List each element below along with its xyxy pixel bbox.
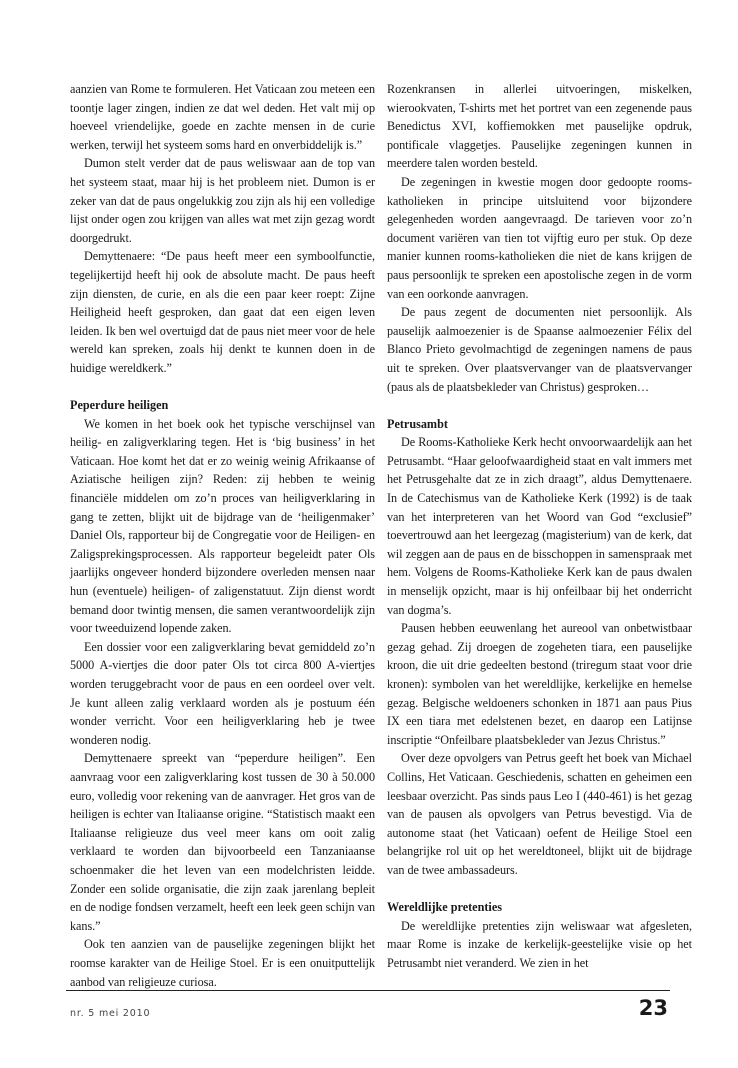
body-paragraph: We komen in het boek ook het typische verschijnsel van heilig- en zaligverklaring tegen. Het is ‘big business’ in het Vaticaan. Hoe komt het dat er zo weinig weinig Afrikaanse of Aziatische heiligen zijn? Reden: zij hebben te weinig financiële middelen om zo’n proces van heiligverklaring in gang te zetten, blijkt uit de bijdrage van de ‘heiligenmaker’ Daniel Ols, rapporteur bij de Congregatie voor de Heiligen- en Zaligsprekingsprocessen. Als rapporteur begeleidt pater Ols jaarlijks ongeveer honderd bijzondere overleden mensen naar hun (eventuele) heiligen- of zaligenstatuut. Zijn dienst wordt bemand door twintig mensen, die samen verantwoordelijk zijn voor tweeduizend lopende zaken. (70, 416, 375, 636)
body-paragraph: Rozenkransen in allerlei uitvoeringen, miskelken, wierookvaten, T-shirts met het portret van een zegenende paus Benedictus XVI, koffiemokken met pauselijke opdruk, pontificale vlaggetjes. Pauselijke zegeningen kunnen in meerdere talen worden besteld. (387, 82, 692, 171)
body-paragraph: Een dossier voor een zaligverklaring bevat gemiddeld zo’n 5000 A-viertjes die door pater Ols tot circa 800 A-viertjes worden teruggebracht voor de paus en een oordeel over velt. Je kunt alleen zalig verklaard worden als je postuum één wonder verricht. Voor een heiligverklaring heb je twee wonderen nodig. (70, 639, 375, 747)
section-heading: Petrusambt (387, 416, 448, 431)
body-paragraph: De zegeningen in kwestie mogen door gedoopte rooms-katholieken in principe uitsluitend voor bijzondere gelegenheden worden aangevraagd. De tarieven voor zo’n document variëren van tien tot vijftig euro per stuk. Op deze manier kunnen rooms-katholieken die niet de kans krijgen de paus persoonlijk te spreken een apostolische zegen in de vorm van een oorkonde aanvragen. (387, 174, 692, 301)
body-paragraph: Pausen hebben eeuwenlang het aureool van onbetwistbaar gezag gehad. Zij droegen de zogeheten tiara, een pauselijke kroon, die uit drie gedeelten bestond (triregum staat voor drie kronen): symbolen van het wereldlijke, kerkelijke en hemelse gezag. Belgische weldoeners schonken in 1871 aan paus Pius IX een tiara met edelstenen bezet, en daarop een Latijnse inscriptie “Onfeilbare plaatsbekleder van Jezus Christus.” (387, 621, 692, 747)
body-paragraph: Demyttenaere: “De paus heeft meer een symboolfunctie, tegelijkertijd heeft hij ook de absolute macht. De paus heeft zijn diensten, de curie, en als die een paar keer roept: Zijne Heiligheid heeft gesproken, dan gaat dat een eigen leven leiden. Ik ben wel overtuigd dat de paus niet meer voor de hele wereld kan spreken, zoals hij denkt te kunnen doen in de huidige wereldkerk.” (70, 249, 375, 375)
body-paragraph: Ook ten aanzien van de pauselijke zegeningen blijkt het roomse karakter van de Heilige Stoel. Er is een onuitputtelijk aanbod van religieuze curiosa. (70, 937, 375, 989)
body-paragraph: Dumon stelt verder dat de paus weliswaar aan de top van het systeem staat, maar hij is het probleem niet. Dumon is er zeker van dat de paus ongelukkig zou zijn als hij een volledige lijst onder ogen zou krijgen van alles wat met zijn gezag wordt doorgedrukt. (70, 156, 375, 245)
right-column (387, 80, 692, 973)
body-paragraph: De Rooms-Katholieke Kerk hecht onvoorwaardelijk aan het Petrusambt. “Haar geloofwaardigheid staat en valt immers met het Petrusgehalte dat ze in zich draagt”, aldus Demyttenaere. In de Catechismus van de Katholieke Kerk (1992) is de taak van het interpreteren van het Woord van God “exclusief” toevertrouwd aan het leergezag (magisterium) van de kerk, dat wil zeggen aan de paus en de bisschoppen in samenspraak met hem. Volgens de Rooms-Katholieke Kerk kan de paus dwalen in menselijk opzicht, maar is hij onfeilbaar bij het onderricht van dogma’s. (387, 435, 692, 617)
footer-divider (66, 990, 670, 991)
section-heading: Peperdure heiligen (70, 398, 169, 413)
section-heading: Wereldlijke pretenties (387, 900, 502, 915)
body-paragraph: De paus zegent de documenten niet persoonlijk. Als pauselijk aalmoezenier is de Spaanse aalmoezenier Félix del Blanco Prieto gevolmachtigd de zegeningen namens de paus uit te spreken. Over plaatsvervanger van de plaatsvervanger (paus als de plaatsbekleder van Christus) gesproken… (387, 305, 692, 394)
left-column (70, 80, 375, 991)
body-paragraph: Over deze opvolgers van Petrus geeft het boek van Michael Collins, Het Vaticaan. Geschiedenis, schatten en geheimen een leesbaar overzicht. Pas sinds paus Leo I (440-461) is het gezag van de pausen als opvolgers van Petrus bevestigd. Via de autonome staat (het Vaticaan) oefent de Heilige Stoel een belangrijke rol uit op het wereldtoneel, blijkt uit de bijdrage van de twee ambassadeurs. (387, 751, 692, 877)
page-number: 23 (638, 996, 668, 1020)
body-paragraph: Demyttenaere spreekt van “peperdure heiligen”. Een aanvraag voor een zaligverklaring kost tussen de 30 à 50.000 euro, volledig voor rekening van de aanvrager. Het gros van de heiligen is echter van Italiaanse origine. “Statistisch maakt een Italiaanse religieuze dus veel meer kans om ooit zalig verklaard te worden dan bijvoorbeeld een Tanzaniaanse schoenmaker die het leven van een modelchristen leidde. Zonder een solide organisatie, die zijn zaak jarenlang bepleit en de nodige fondsen verzamelt, heeft een leek geen schijn van kans.” (70, 751, 375, 933)
issue-label: nr. 5 mei 2010 (70, 1008, 151, 1019)
body-paragraph: De wereldlijke pretenties zijn weliswaar wat afgesleten, maar Rome is inzake de kerkelijk-geestelijke visie op het Petrusambt niet veranderd. We zien in het (387, 918, 692, 970)
body-paragraph: aanzien van Rome te formuleren. Het Vaticaan zou meteen een toontje lager zingen, indien ze dat wel deden. Het valt mij op hoeveel vriendelijke, goede en zachte mensen in de curie werken, terwijl het systeem soms hard en onverbiddelijk is.” (70, 82, 375, 152)
